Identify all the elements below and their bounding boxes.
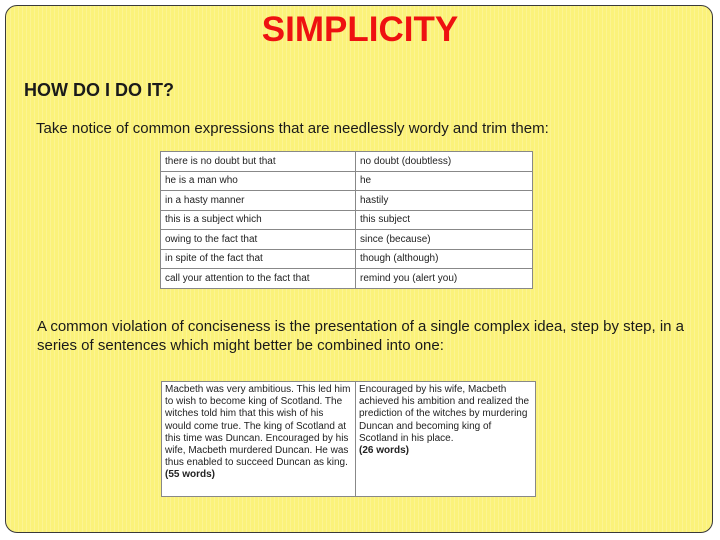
concise-cell: he bbox=[356, 171, 533, 191]
table-row bbox=[161, 152, 533, 172]
violation-text: A common violation of conciseness is the presentation of a single complex idea, step by step, in a series of sentences which might better be combined into one: bbox=[37, 318, 685, 354]
table-row bbox=[161, 249, 533, 269]
wordy-cell: call your attention to the fact that bbox=[161, 269, 356, 289]
wordy-cell: he is a man who bbox=[161, 171, 356, 191]
concise-cell: no doubt (doubtless) bbox=[356, 152, 533, 172]
concise-cell: hastily bbox=[356, 191, 533, 211]
wordy-cell: owing to the fact that bbox=[161, 230, 356, 250]
table-row bbox=[161, 269, 533, 289]
slide-title: SIMPLICITY bbox=[261, 10, 459, 49]
table-row bbox=[161, 230, 533, 250]
table-row bbox=[161, 191, 533, 211]
intro-text: Take notice of common expressions that are needlessly wordy and trim them: bbox=[36, 120, 549, 137]
short-version-cell bbox=[356, 382, 536, 497]
long-version-cell bbox=[162, 382, 356, 497]
table-row bbox=[161, 171, 533, 191]
wordy-cell: in a hasty manner bbox=[161, 191, 356, 211]
phrases-table bbox=[160, 151, 533, 289]
slide-subtitle: HOW DO I DO IT? bbox=[24, 80, 174, 100]
concise-cell: since (because) bbox=[356, 230, 533, 250]
comparison-table bbox=[161, 381, 536, 497]
concise-cell: this subject bbox=[356, 210, 533, 230]
long-version-text: Macbeth was very ambitious. This led him to wish to become king of Scotland. The witches told him that this wish of his would come true. The king of Scotland at this time was Duncan. Encouraged by his wife, Macbeth murdered Duncan. He was thus enabled to succeed Duncan as king. bbox=[165, 384, 351, 469]
wordy-cell: this is a subject which bbox=[161, 210, 356, 230]
short-word-count: (26 words) bbox=[359, 445, 410, 457]
concise-cell: remind you (alert you) bbox=[356, 269, 533, 289]
long-word-count: (55 words) bbox=[165, 469, 216, 481]
wordy-cell: there is no doubt but that bbox=[161, 152, 356, 172]
concise-cell: though (although) bbox=[356, 249, 533, 269]
short-version-text: Encouraged by his wife, Macbeth achieved his ambition and realized the prediction of the witches by murdering Duncan and becoming king of Scotland in his place. bbox=[359, 384, 530, 444]
wordy-cell: in spite of the fact that bbox=[161, 249, 356, 269]
table-row bbox=[161, 210, 533, 230]
table-row bbox=[162, 382, 536, 497]
